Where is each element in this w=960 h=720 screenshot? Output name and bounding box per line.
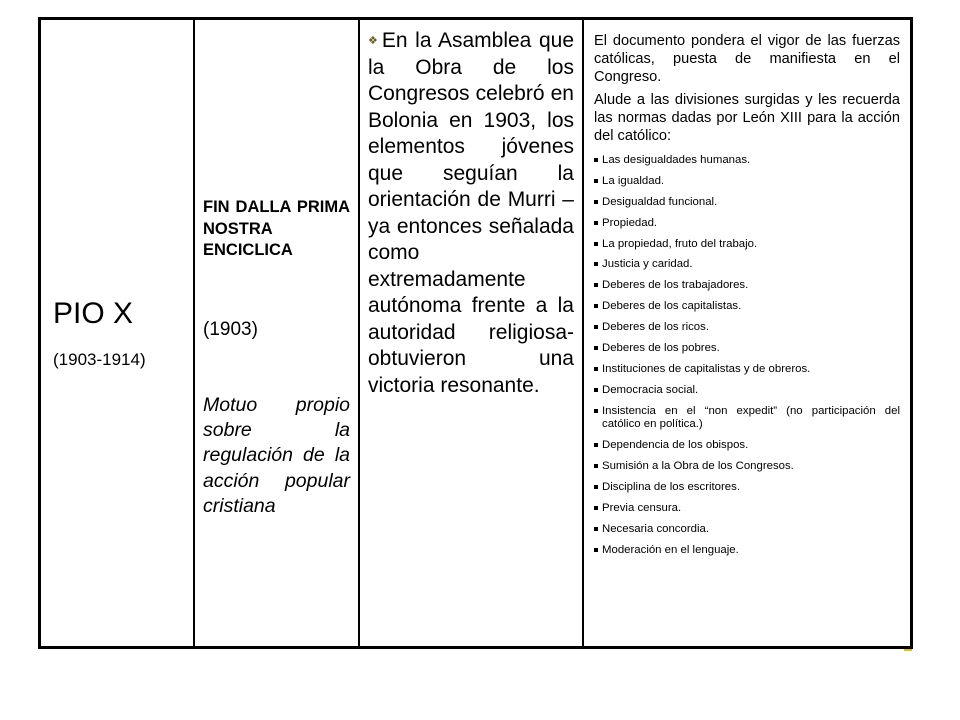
list-item: Necesaria concordia.: [594, 523, 900, 537]
square-bullet-icon: [594, 179, 598, 183]
list-item: Deberes de los ricos.: [594, 321, 900, 335]
square-bullet-icon: [594, 262, 598, 266]
list-item: La propiedad, fruto del trabajo.: [594, 238, 900, 252]
square-bullet-icon: [594, 283, 598, 287]
list-item: Desigualdad funcional.: [594, 196, 900, 210]
document-year: (1903): [203, 319, 258, 340]
square-bullet-icon: [594, 304, 598, 308]
document-subtitle: Motuo propio sobre la regulación de la acción popular cristiana: [203, 394, 350, 517]
list-item: Previa censura.: [594, 502, 900, 516]
square-bullet-icon: [594, 325, 598, 329]
list-item: Democracia social.: [594, 384, 900, 398]
list-item: Propiedad.: [594, 217, 900, 231]
list-item: Dependencia de los obispos.: [594, 439, 900, 453]
square-bullet-icon: [594, 346, 598, 350]
square-bullet-icon: [594, 388, 598, 392]
square-bullet-icon: [594, 242, 598, 246]
list-item: La igualdad.: [594, 175, 900, 189]
content-paragraph: Alude a las divisiones surgidas y les recuerda las normas dadas por León XIII para la acción del católico:: [594, 92, 900, 144]
square-bullet-icon: [594, 485, 598, 489]
square-bullet-icon: [594, 527, 598, 531]
square-bullet-icon: [594, 443, 598, 447]
list-item: Deberes de los capitalistas.: [594, 300, 900, 314]
content-paragraph: El documento pondera el vigor de las fuerzas católicas, puesta de manifiesta en el Congreso.: [594, 33, 900, 85]
document-title: FIN DALLA PRIMA NOSTRA ENCICLICA: [203, 198, 350, 259]
square-bullet-icon: [594, 367, 598, 371]
square-bullet-icon: [594, 548, 598, 552]
document-cell: [203, 17, 351, 649]
list-item: Las desigualdades humanas.: [594, 154, 900, 168]
context-text: En la Asamblea que la Obra de los Congresos celebró en Bolonia en 1903, los elementos jóvenes que seguían la orientación de Murri –ya entonces señalada como extremadamente autónoma frente a la autoridad religiosa- obtuvieron una victoria resonante.: [368, 29, 574, 397]
list-item: Deberes de los pobres.: [594, 342, 900, 356]
list-item: Instituciones de capitalistas y de obreros.: [594, 363, 900, 377]
pope-cell: [45, 17, 195, 649]
column-divider: [358, 17, 360, 649]
diamond-bullet-icon: ❖: [368, 35, 378, 47]
norms-list: [594, 154, 900, 557]
pope-years: (1903-1914): [53, 350, 146, 369]
context-cell: [368, 28, 574, 399]
list-item: Justicia y caridad.: [594, 258, 900, 272]
list-item: Disciplina de los escritores.: [594, 481, 900, 495]
list-item: Sumisión a la Obra de los Congresos.: [594, 460, 900, 474]
square-bullet-icon: [594, 464, 598, 468]
pope-name: PIO X: [53, 297, 134, 330]
square-bullet-icon: [594, 506, 598, 510]
square-bullet-icon: [594, 409, 598, 413]
square-bullet-icon: [594, 200, 598, 204]
list-item: Moderación en el lenguaje.: [594, 544, 900, 558]
content-cell: [594, 32, 900, 564]
column-divider: [582, 17, 584, 649]
square-bullet-icon: [594, 158, 598, 162]
square-bullet-icon: [594, 221, 598, 225]
list-item: Deberes de los trabajadores.: [594, 279, 900, 293]
list-item: Insistencia en el “non expedit” (no participación del católico en política.): [594, 405, 900, 432]
accent-dash: [904, 649, 912, 651]
